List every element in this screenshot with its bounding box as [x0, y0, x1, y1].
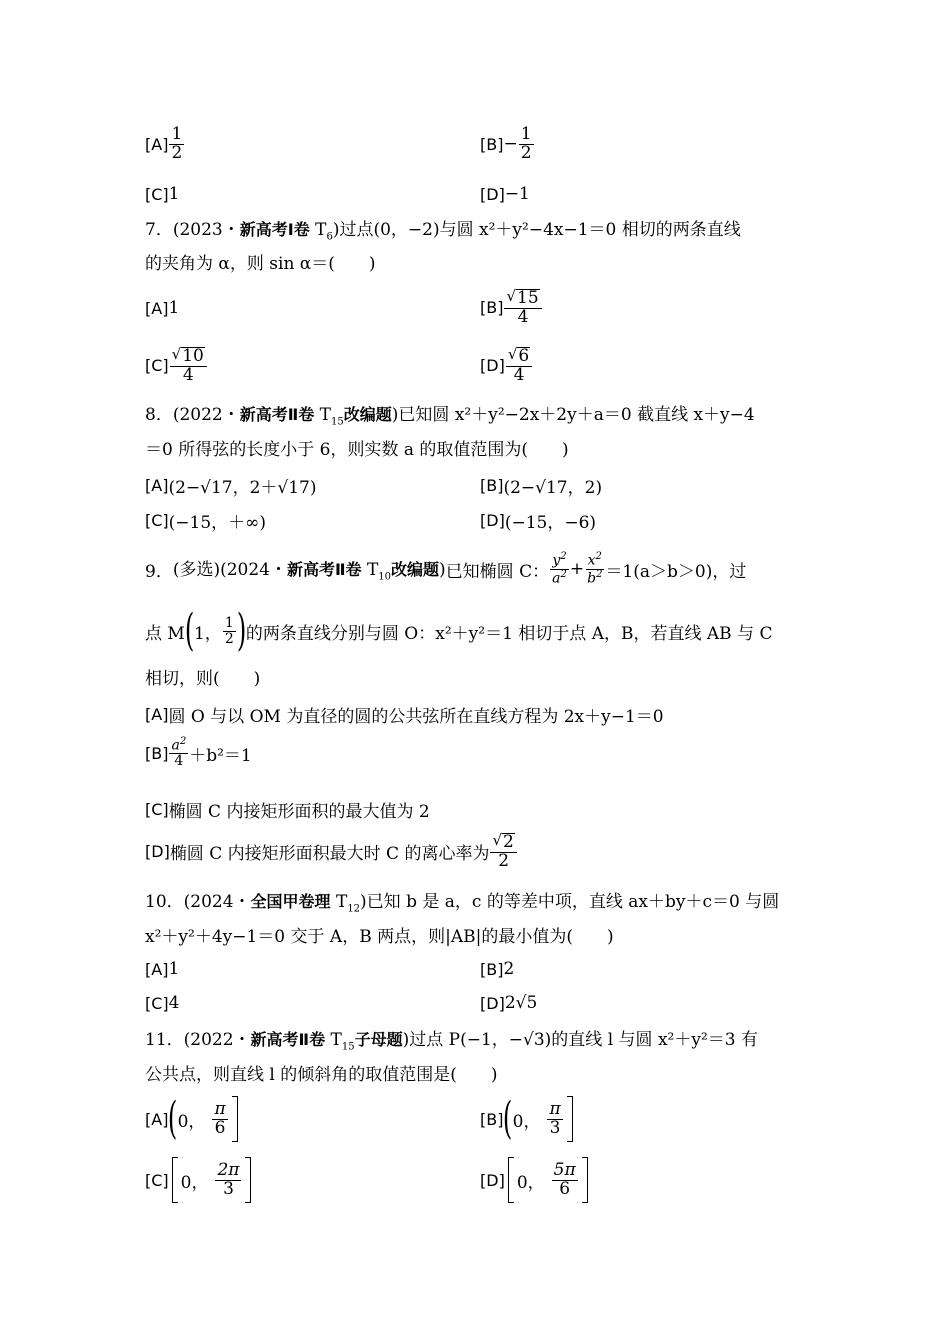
option-value: 4 — [168, 993, 180, 1013]
option-label: [A] — [145, 134, 169, 154]
fraction: √ 15 4 — [504, 288, 541, 327]
q8-option-c[interactable] — [145, 508, 266, 533]
question-text: 过点 P(−1，−√3)的直线 l 与圆 x²＋y²＝3 有 — [409, 1030, 758, 1050]
option-label: [C] — [145, 355, 169, 375]
q9-stem-line1: 9． (多选)(2024・新高考Ⅱ卷 $T_{10}$改编题) 已知椭圆 C： $\frac{y^2}{a^2}$ + $\frac{x^2}{b^2}$ ＝1(a＞b＞0)，过 — [145, 551, 747, 587]
q10-stem-line2 — [145, 925, 810, 949]
fraction: $\frac{1}{2}$ — [520, 124, 532, 163]
minus-sign: − — [503, 134, 518, 155]
fraction: √ 10 4 — [170, 346, 207, 385]
q9-stem-line3 — [145, 667, 810, 691]
question-text: 已知椭圆 C： — [445, 561, 550, 582]
option-value: 圆 O 与以 OM 为直径的圆的公共弦所在直线方程为 2x＋y−1＝0 — [168, 707, 664, 727]
option-label: [B] — [480, 297, 504, 317]
option-label: [D] — [145, 841, 170, 861]
option-label: [A] — [145, 298, 169, 318]
q11-stem-line2 — [145, 1063, 810, 1087]
q7-option-d[interactable] — [480, 346, 533, 385]
question-text: 点 M — [145, 623, 185, 644]
q7-stem-line1 — [145, 218, 810, 249]
question-source: (2022・新高考Ⅱ卷 $T_{15}$改编题) — [172, 405, 399, 428]
left-paren: ( — [184, 605, 195, 656]
option-label: [A] — [145, 705, 169, 724]
option-label: [A] — [145, 959, 169, 979]
option-label: [D] — [480, 184, 505, 204]
option-label: [B] — [480, 476, 504, 495]
right-bracket — [567, 1096, 573, 1142]
q6-option-d[interactable] — [480, 184, 530, 204]
option-label: [D] — [480, 1170, 505, 1190]
question-source: (2022・新高考Ⅱ卷 $T_{15}$子母题) — [183, 1030, 410, 1053]
ellipse-fraction-x: $\frac{x^2}{b^2}$ — [587, 551, 603, 587]
q9-option-c[interactable] — [145, 797, 430, 822]
q9-option-a[interactable] — [145, 702, 664, 727]
q8-option-a[interactable] — [145, 473, 317, 498]
question-number: 7． — [145, 220, 173, 240]
q7-option-c[interactable] — [145, 346, 208, 385]
q10-option-d[interactable] — [480, 993, 537, 1013]
fraction-half: $\frac{1}{2}$ — [224, 614, 234, 647]
right-bracket — [232, 1096, 238, 1142]
radical: √ 15 — [506, 287, 539, 308]
right-bracket — [582, 1157, 588, 1203]
q6-option-b[interactable] — [480, 126, 535, 163]
option-label: [A] — [145, 476, 169, 495]
q10-stem-line1 — [145, 890, 810, 921]
q11-option-b[interactable]: [B] ( 0， $\frac{\pi}{3}$ — [480, 1096, 576, 1142]
q10-option-a[interactable] — [145, 959, 179, 979]
right-bracket — [245, 1157, 251, 1203]
fraction: √ 2 2 — [490, 832, 516, 871]
question-source: (多选)(2024・新高考Ⅱ卷 $T_{10}$改编题) — [172, 560, 446, 583]
option-label: [B] — [480, 134, 504, 154]
q9-option-d[interactable] — [145, 832, 518, 871]
q8-stem-line1 — [145, 403, 810, 434]
question-text: 相切，则( ) — [145, 669, 261, 689]
q11-option-a[interactable]: [A] ( 0， $\frac{\pi}{6}$ — [145, 1096, 241, 1142]
q7-stem-line2 — [145, 252, 810, 276]
question-text: 公共点，则直线 l 的倾斜角的取值范围是( ) — [145, 1065, 498, 1085]
option-label: [C] — [145, 993, 169, 1013]
option-label: [D] — [480, 355, 505, 375]
option-label: [D] — [480, 993, 505, 1013]
fraction: $\frac{a^2}{4}$ — [171, 736, 187, 770]
fraction: $\frac{5\pi}{6}$ — [553, 1159, 576, 1199]
question-text: 的两条直线分别与圆 O：x²＋y²＝1 相切于点 A，B，若直线 AB 与 C — [245, 623, 773, 644]
option-value: 1 — [168, 298, 180, 318]
q9-stem-line2: 点 M ( 1， $\frac{1}{2}$ ) 的两条直线分别与圆 O：x²＋y²＝1 相切于点 A，B，若直线 AB 与 C — [145, 605, 773, 656]
option-label: [D] — [480, 511, 505, 530]
q8-option-b[interactable] — [480, 473, 602, 498]
question-text: 的夹角为 α，则 sin α＝( ) — [145, 254, 376, 274]
q6-option-c[interactable] — [145, 184, 179, 204]
question-source: (2024・全国甲卷理 $T_{12}$) — [183, 892, 367, 915]
q11-stem-line1 — [145, 1028, 810, 1059]
question-number: 11． — [145, 1030, 184, 1050]
question-source: (2023・新高考Ⅰ卷 $T_6$) — [172, 220, 340, 243]
ellipse-fraction-y: $\frac{y^2}{a^2}$ — [552, 551, 567, 587]
question-number: 10． — [145, 892, 184, 912]
option-value: 2√5 — [504, 993, 538, 1013]
question-text: 已知圆 x²＋y²−2x＋2y＋a＝0 截直线 x＋y−4 — [398, 405, 755, 425]
option-value: ＋b²＝1 — [189, 745, 252, 766]
option-value: −1 — [504, 184, 530, 204]
option-value: 1 — [168, 184, 180, 204]
option-label: [C] — [145, 800, 169, 819]
radical: √ 6 — [507, 345, 530, 366]
q11-option-d[interactable]: [D] 0， $\frac{5\pi}{6}$ — [480, 1157, 591, 1203]
sqrt-icon: √ — [507, 345, 518, 363]
q8-stem-line2 — [145, 438, 810, 462]
q10-option-b[interactable] — [480, 959, 514, 979]
option-value: (2−√17，2＋√17) — [168, 478, 317, 498]
option-label: [B] — [480, 1109, 504, 1129]
option-label: [A] — [145, 1109, 169, 1129]
fraction: $\frac{1}{2}$ — [171, 124, 183, 163]
question-text: 已知 b 是 a，c 的等差中项，直线 ax＋by＋c＝0 与圆 — [366, 892, 780, 912]
option-label: [C] — [145, 1170, 169, 1190]
q9-option-b[interactable] — [145, 737, 252, 769]
fraction: $\frac{2\pi}{3}$ — [217, 1159, 240, 1199]
option-value: 2 — [503, 959, 515, 979]
option-value: (2−√17，2) — [503, 478, 603, 498]
question-number: 8． — [145, 405, 173, 425]
q6-option-a[interactable] — [145, 126, 185, 163]
left-paren: ( — [503, 1093, 513, 1144]
radical: √ 2 — [492, 831, 514, 852]
sqrt-icon: √ — [171, 345, 182, 363]
question-text: 过点(0，−2)与圆 x²＋y²−4x−1＝0 相切的两条直线 — [339, 220, 741, 240]
q8-option-d[interactable] — [480, 508, 596, 533]
option-value: 椭圆 C 内接矩形面积的最大值为 2 — [168, 802, 430, 822]
fraction: $\frac{\pi}{6}$ — [214, 1098, 226, 1138]
question-text: ＝1(a＞b＞0)，过 — [605, 561, 747, 582]
q11-option-c[interactable]: [C] 0， $\frac{2\pi}{3}$ — [145, 1157, 254, 1203]
fraction: $\frac{\pi}{3}$ — [549, 1098, 561, 1138]
option-label: [B] — [480, 959, 504, 979]
sqrt-icon: √ — [506, 287, 517, 305]
left-bracket — [172, 1157, 178, 1203]
q10-option-c[interactable] — [145, 993, 179, 1013]
fraction: √ 6 4 — [506, 346, 532, 385]
radical: √ 10 — [171, 345, 204, 366]
q7-option-b[interactable] — [480, 288, 543, 327]
left-bracket — [508, 1157, 514, 1203]
left-paren: ( — [168, 1093, 178, 1144]
question-text: x²＋y²＋4y−1＝0 交于 A，B 两点，则|AB|的最小值为( ) — [145, 927, 614, 947]
option-value: (−15，−6) — [504, 513, 597, 533]
option-value: 1 — [168, 959, 180, 979]
option-value: (−15，＋∞) — [168, 513, 266, 533]
option-label: [B] — [145, 743, 169, 763]
question-text: ＝0 所得弦的长度小于 6，则实数 a 的取值范围为( ) — [145, 440, 569, 460]
option-value: 椭圆 C 内接矩形面积最大时 C 的离心率为 — [169, 843, 490, 864]
sqrt-icon: √ — [492, 831, 503, 849]
option-label: [C] — [145, 184, 169, 204]
question-number: 9． — [145, 561, 173, 582]
right-paren: ) — [236, 605, 247, 656]
q7-option-a[interactable] — [145, 298, 179, 318]
option-label: [C] — [145, 511, 169, 530]
